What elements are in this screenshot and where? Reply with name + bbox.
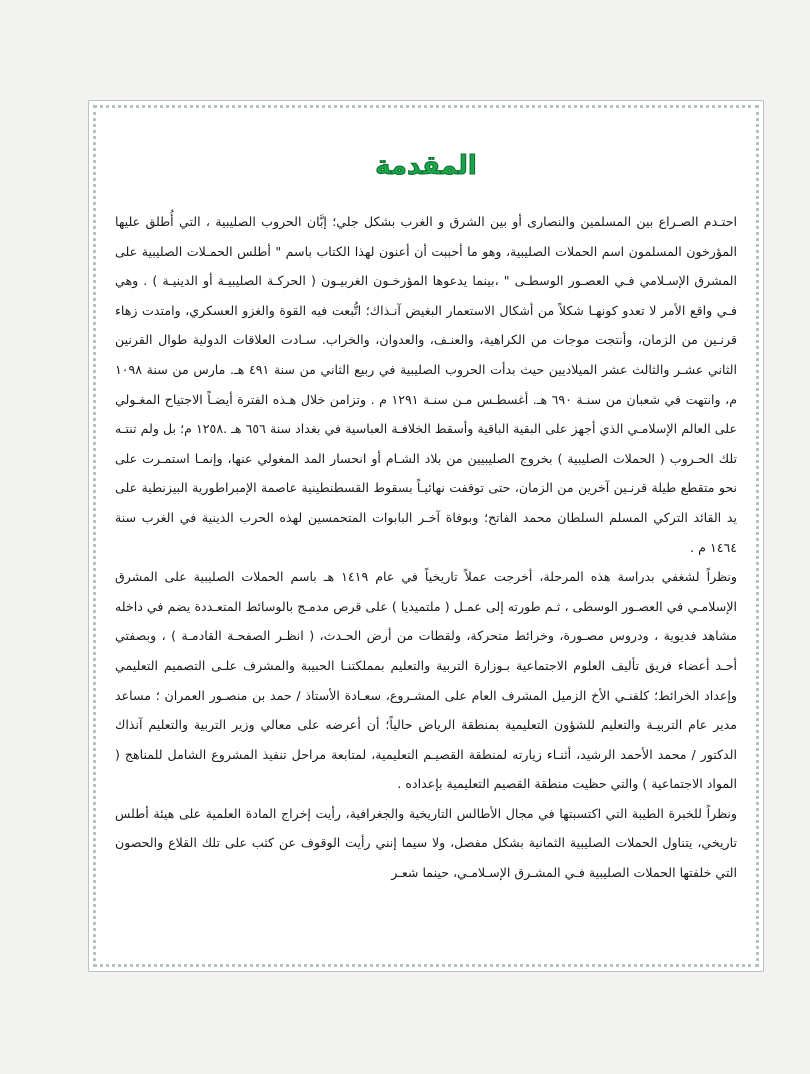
dotted-page-frame <box>88 100 764 972</box>
paragraph-1: احتـدم الصـراع بين المسلمين والنصارى أو بين الشرق و الغرب بشكل جلي؛ إبَّان الحروب الصليبية ، التي أُطلق عليها المؤرخون المسلمون اسم الحملات الصليبية، وهو ما أحببت أن أعنون لهذا الكتاب باسم " أطلس الحمـلات الصليبية على المشرق الإسـلامي فـي العصـور الوسطـى " ،بينما يدعوها المؤرخـون الغربيـون ( الحركـة الصليبيـة أو الدينيـة ) . وهي فـي واقع الأمر لا تعدو كونهـا شكلاً من أشكال الاستعمار البغيض آنـذاك؛ اتُّبعت فيه القوة والغزو العسكري، وامتدت زهاء قرنـين من الزمان، وأنتجت موجات من الكراهية، والعنـف، والعدوان، والخراب. سـادت العلاقات الدولية طوال القرنين الثاني عشـر والثالث عشر الميلاديين حيث بدأت الحروب الصليبية في ربيع الثاني من سنة ٤٩١ هـ. مارس من سنة ١٠٩٨ م، وانتهت في شعبان من سنـة ٦٩٠ هـ. أغسطـس مـن سنـة ١٢٩١ م . وتزامن خلال هـذه الفترة أيضـاً الاجتياح المغـولي على العالم الإسلامـي الذي أجهز على البقية الباقية وأسقط الخلافـة العباسية في بغداد سنة ٦٥٦ هـ .١٢٥٨ م؛ بل ولم تنتـه تلك الحـروب ( الحملات الصليبية ) بخروج الصليبيين من بلاد الشـام أو انحسار المد المغولي عنها، وإنمـا استمـرت على نحو متقطع طيلة قرنـين آخرين من الزمان، حتى توقفت نهائيـاً بسقوط القسطنطينية عاصمة الإمبراطورية البيزنطية على يد القائد التركي المسلم السلطان محمد الفاتح؛ وبوفاة آخـر البابوات المتحمسين لهذه الحرب الدينية في الغرب سنة ١٤٦٤ م . <box>115 214 738 555</box>
body-text <box>89 207 763 961</box>
paragraph-2: ونظراً لشغفي بدراسة هذه المرحلة، أخرجت عملاً تاريخياً في عام ١٤١٩ هـ باسم الحملات الصليبية على المشرق الإسلامـي في العصـور الوسطى ، ثـم طورته إلى عمـل ( ملتميديا ) على قرص مدمـج بالوسائط المتعـددة يضم في داخله مشاهد فديوية ، ودروس مصـورة، وخرائط متحركة، ولقطات من أرض الحـدث، ( انظـر الصفحـة القادمـة ) ، وبصفتي أحـد أعضاء فريق تأليف العلوم الاجتماعية بـوزارة التربية والتعليم بمملكتنـا الحبيبة والمشرف علـى التصميم التعليمي وإعداد الخرائط؛ كلفنـي الأخ الزميل المشرف العام على المشـروع، سعـادة الأستاذ / حمد بن منصـور العمران ؛ مساعد مدير عام التربيـة والتعليم للشؤون التعليمية بمنطقة الرياض حالياً؛ أن أعرضه على معالي وزير التربية والتعليم آنذاك الدكتور / محمد الأحمد الرشيد، أثنـاء زيارته لمنطقة القصيـم التعليمية، لمتابعة مراحل تنفيذ المشروع الشامل للمناهج ( المواد الاجتماعية ) والتي حظيت منطقة القصيم التعليمية بإعداده . <box>115 569 737 792</box>
paragraph-3: ونظراً للخبرة الطيبة التي اكتسبتها في مجال الأطالس التاريخية والجغرافية، رأيت إخراج المادة العلمية على هيئة أطلس تاريخي، يتناول الحملات الصليبية الثمانية بشكل مفصل، ولا سيما إنني رأيت الوقوف عن كثب على تلك القلاع والحصون التي خلفتها الحملات الصليبية فـي المشـرق الإسـلامـي، حينما شعـر <box>115 805 737 881</box>
page-heading: المقدمة <box>375 151 477 181</box>
